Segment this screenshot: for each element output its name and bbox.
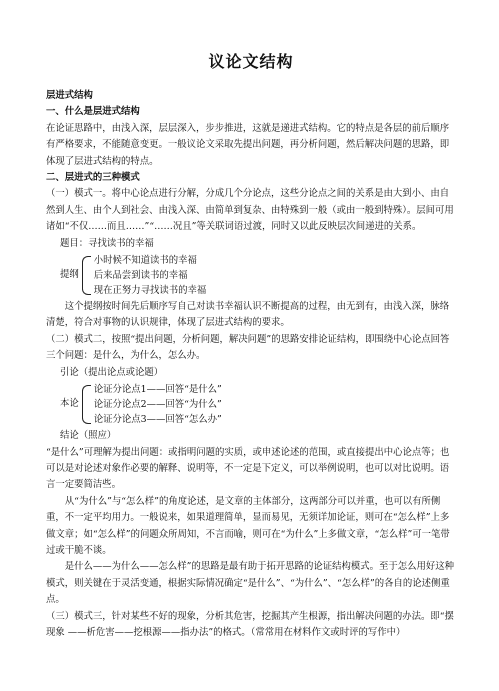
body-block xyxy=(46,382,456,427)
body-list xyxy=(94,382,222,427)
body-item: 论证分论点2——回答“为什么” xyxy=(93,399,222,411)
outline-item: 后来品尝到读书的幸福 xyxy=(93,270,188,282)
paragraph: （一）模式一。将中心论点进行分解，分成几个分论点，这些分论点之间的关系是由大到小、由自然到人生、由个人到社会、由浅入深、由简单到复杂、由特殊到一般（或由一般到特殊）。层间可用诸如“不仅……而且……”“……况且”等关联词语过渡，同时又以此反映层次间递进的关系。 xyxy=(46,188,454,233)
section-heading: 层进式结构 xyxy=(46,90,93,101)
section-heading: 二、层进式的三种模式 xyxy=(46,172,140,184)
paragraph: 是什么——为什么——怎么样”的思路是最有助于拓开思路的论证结构模式。至于怎么用好这种模式，则关键在于灵活变通，根据实际情况确定“是什么”、“为什么”、“怎么样”的各自的论述侧重点。 xyxy=(46,561,454,606)
structure-intro: 引论（提出论点或论题） xyxy=(60,366,164,378)
section-heading: 一、什么是层进式结构 xyxy=(46,106,140,118)
paragraph: （三）模式三，针对某些不好的现象，分析其危害，挖掘其产生根源，指出解决问题的办法。即“摆现象 ——析危害——挖根源——指办法”的格式。（常常用在材料作文或时评的写作中） xyxy=(46,610,454,638)
outline-item: 小时候不知道读书的幸福 xyxy=(93,255,197,267)
paragraph: （二）模式二，按照“提出问题，分析问题，解决问题”的思路安排论证结构，即围绕中心论点回答三个问题：是什么，为什么，怎么办。 xyxy=(46,333,450,362)
outline-item: 现在正努力寻找读书的幸福 xyxy=(93,285,207,297)
outline-block xyxy=(46,253,456,298)
brace-icon xyxy=(82,385,91,424)
paragraph: 从“为什么”与“怎么样”的角度论述，是文章的主体部分，这两部分可以并重，也可以有所侧重，不一定平均用力。一般说来，如果道理简单，显而易见，无须详加论证，则可在“怎么样”上多做文章；如“怎么样”的问题众所周知，不言而喻，则可在“为什么”上多做文章，“怎么样”可一笔带过或干脆不谈。 xyxy=(46,495,450,556)
outline-list xyxy=(94,253,207,298)
outline-label: 提纲 xyxy=(60,269,79,281)
body-item: 论证分论点3——回答“怎么办” xyxy=(93,414,222,426)
page-title: 议论文结构 xyxy=(208,52,294,71)
brace-icon xyxy=(82,256,91,295)
body-label: 本论 xyxy=(60,398,79,410)
paragraph: 这个提纲按时间先后顺序写自己对读书幸福认识不断提高的过程，由无到有，由浅入深，脉络清楚，符合对事物的认识规律，体现了层进式结构的要求。 xyxy=(46,301,450,329)
document-page xyxy=(46,52,456,641)
paragraph: 在论证思路中，由浅入深，层层深入，步步推进，这就是递进式结构。它的特点是各层的前后顺序有严格要求，不能随意变更。一般议论文采取先提出问题，再分析问题，然后解决问题的思路，即体现了层进式结构的特点。 xyxy=(46,122,450,167)
example-title: 题目：寻找读书的幸福 xyxy=(60,237,154,249)
body-item: 论证分论点1——回答“是什么” xyxy=(93,384,222,396)
paragraph: “是什么”可理解为提出问题：或指明问题的实质，或申述论述的范围，或直接提出中心论点等；也可以是对论述对象作必要的解释、说明等，不一定是下定义，可以举例说明，也可以对比说明。语言一定要简洁些。 xyxy=(46,446,450,491)
structure-conclusion: 结论（照应） xyxy=(60,430,117,442)
